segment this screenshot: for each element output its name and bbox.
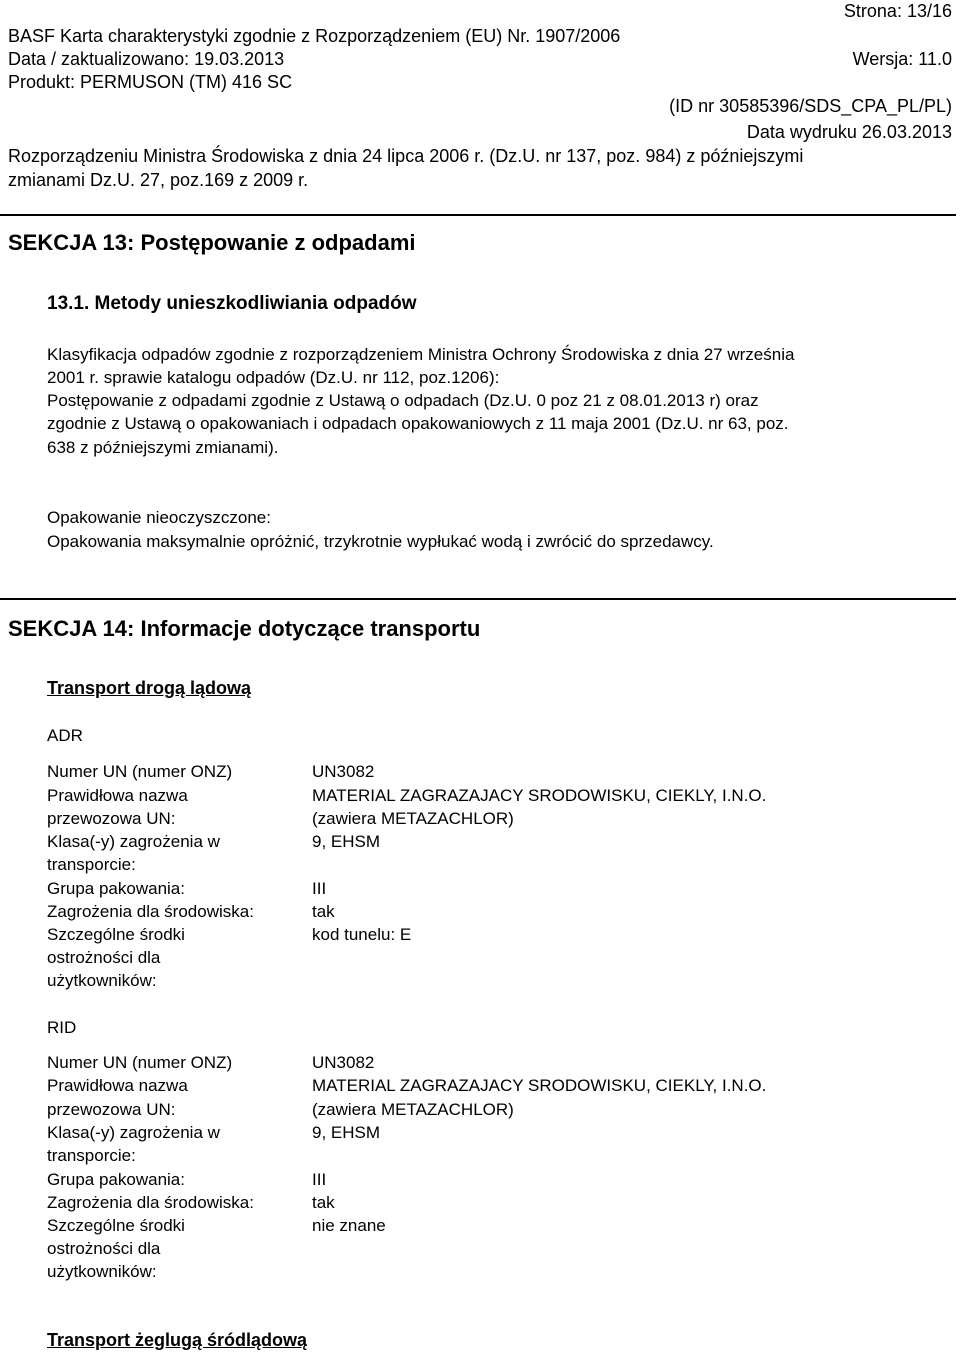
adr-special-label: użytkowników: xyxy=(47,971,157,990)
page-number: Strona: 13/16 xyxy=(843,1,952,21)
adr-shipping-value: MATERIAL ZAGRAZAJACY SRODOWISKU, CIEKLY, I.N.O. xyxy=(312,786,767,805)
rid-shipping-label: Prawidłowa nazwa xyxy=(47,1076,188,1095)
rid-shipping-value: MATERIAL ZAGRAZAJACY SRODOWISKU, CIEKLY, I.N.O. xyxy=(312,1076,767,1095)
adr-shipping-label: przewozowa UN: xyxy=(47,809,176,828)
section-13-title: SEKCJA 13: Postępowanie z odpadami xyxy=(8,230,416,255)
section-13-1-title: 13.1. Metody unieszkodliwiania odpadów xyxy=(47,293,417,314)
adr-env-value: tak xyxy=(312,902,335,921)
updated-date: Data / zaktualizowano: 19.03.2013 xyxy=(8,49,285,69)
version: Wersja: 11.0 xyxy=(852,49,952,69)
print-date: Data wydruku 26.03.2013 xyxy=(746,122,952,142)
rid-un-value: UN3082 xyxy=(312,1053,375,1072)
adr-special-label: ostrożności dla xyxy=(47,948,161,967)
adr-shipping-value: (zawiera METAZACHLOR) xyxy=(312,809,514,828)
rid-special-label: Szczególne środki xyxy=(47,1216,185,1235)
adr-class-label: transporcie: xyxy=(47,855,136,874)
adr-group-label: Grupa pakowania: xyxy=(47,879,185,898)
rid-shipping-value: (zawiera METAZACHLOR) xyxy=(312,1100,514,1119)
waste-paragraph-line: 2001 r. sprawie katalogu odpadów (Dz.U. nr 112, poz.1206): xyxy=(47,368,500,387)
rid-shipping-label: przewozowa UN: xyxy=(47,1100,176,1119)
waste-paragraph-line: Klasyfikacja odpadów zgodnie z rozporządzeniem Ministra Ochrony Środowiska z dnia 27 września xyxy=(47,345,795,364)
section-14-title: SEKCJA 14: Informacje dotyczące transportu xyxy=(8,616,481,641)
waste-paragraph-line: 638 z późniejszymi zmianami). xyxy=(47,438,279,457)
rid-group-value: III xyxy=(312,1170,327,1189)
adr-shipping-label: Prawidłowa nazwa xyxy=(47,786,188,805)
adr-env-label: Zagrożenia dla środowiska: xyxy=(47,902,254,921)
rid-class-label: Klasa(-y) zagrożenia w xyxy=(47,1123,220,1142)
adr-un-value: UN3082 xyxy=(312,762,375,781)
rid-class-label: transporcie: xyxy=(47,1146,136,1165)
rid-special-label: użytkowników: xyxy=(47,1262,157,1281)
land-transport-heading: Transport drogą lądową xyxy=(47,678,252,698)
document-title: BASF Karta charakterystyki zgodnie z Rozporządzeniem (EU) Nr. 1907/2006 xyxy=(8,26,621,46)
adr-class-value: 9, EHSM xyxy=(312,832,381,851)
packaging-text: Opakowania maksymalnie opróżnić, trzykrotnie wypłukać wodą i zwrócić do sprzedawcy. xyxy=(47,532,714,551)
adr-special-value: kod tunelu: E xyxy=(312,925,412,944)
adr-heading: ADR xyxy=(47,726,83,745)
packaging-label: Opakowanie nieoczyszczone: xyxy=(47,508,271,527)
waste-paragraph-line: zgodnie z Ustawą o opakowaniach i odpadach opakowaniowych z 11 maja 2001 (Dz.U. nr 63, poz. xyxy=(47,414,789,433)
rid-special-value: nie znane xyxy=(312,1216,386,1235)
rid-un-label: Numer UN (numer ONZ) xyxy=(47,1053,233,1072)
inland-transport-heading: Transport żeglugą śródlądową xyxy=(47,1330,308,1350)
header-divider xyxy=(0,214,956,216)
id-number: (ID nr 30585396/SDS_CPA_PL/PL) xyxy=(669,96,952,116)
adr-un-label: Numer UN (numer ONZ) xyxy=(47,762,233,781)
section-divider xyxy=(0,598,956,600)
regulation-line-2: zmianami Dz.U. 27, poz.169 z 2009 r. xyxy=(8,170,309,190)
product-name: Produkt: PERMUSON (TM) 416 SC xyxy=(8,72,293,92)
rid-group-label: Grupa pakowania: xyxy=(47,1170,185,1189)
rid-class-value: 9, EHSM xyxy=(312,1123,381,1142)
rid-env-label: Zagrożenia dla środowiska: xyxy=(47,1193,254,1212)
rid-heading: RID xyxy=(47,1018,77,1037)
waste-paragraph-line: Postępowanie z odpadami zgodnie z Ustawą o odpadach (Dz.U. 0 poz 21 z 08.01.2013 r) oraz xyxy=(47,391,759,410)
adr-special-label: Szczególne środki xyxy=(47,925,185,944)
rid-special-label: ostrożności dla xyxy=(47,1239,161,1258)
adr-class-label: Klasa(-y) zagrożenia w xyxy=(47,832,220,851)
rid-env-value: tak xyxy=(312,1193,335,1212)
regulation-line-1: Rozporządzeniu Ministra Środowiska z dnia 24 lipca 2006 r. (Dz.U. nr 137, poz. 984) z późniejszymi xyxy=(8,146,804,166)
adr-group-value: III xyxy=(312,879,327,898)
